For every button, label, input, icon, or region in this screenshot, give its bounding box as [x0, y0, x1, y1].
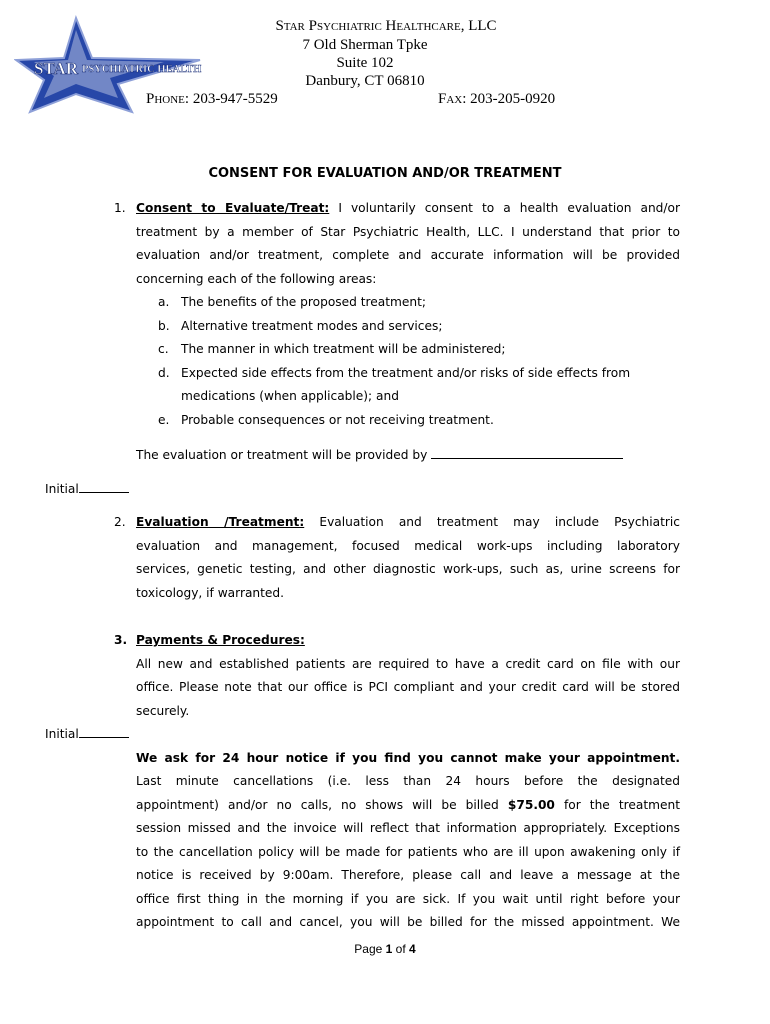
section-3-line-6: session missed and the invoice will reflect that information appropriately. Exceptions — [136, 821, 680, 835]
section-2-line-1 — [136, 511, 680, 535]
section-1-text-1: I voluntarily consent to a health evaluation and/or — [338, 201, 680, 215]
fax-line — [438, 91, 555, 108]
list-item-d-continued: medications (when applicable); and — [181, 389, 399, 403]
section-3-line-9: office first thing in the morning if you are sick. If you wait until right before your — [136, 892, 680, 906]
page-footer — [0, 942, 770, 956]
section-1-line-2: treatment by a member of Star Psychiatric Health, LLC. I understand that prior to — [136, 225, 680, 239]
fax-label: Fax: — [438, 91, 467, 107]
initial-1 — [45, 478, 129, 502]
initial-field-2[interactable] — [79, 723, 129, 738]
list-item-c-letter: c. — [158, 342, 169, 356]
section-3-line-8: notice is received by 9:00am. Therefore, please call and leave a message at the — [136, 868, 680, 882]
section-3-text-5a: appointment) and/or no calls, no shows will be billed — [136, 798, 499, 812]
fax-number: 203-205-0920 — [470, 91, 556, 107]
initial-label: Initial — [45, 482, 79, 496]
document-title: CONSENT FOR EVALUATION AND/OR TREATMENT — [208, 166, 562, 181]
list-item-a-letter: a. — [158, 295, 170, 309]
provided-by-line — [136, 444, 623, 468]
section-2-number: 2. — [114, 515, 126, 529]
provided-by-label: The evaluation or treatment will be provided by — [136, 448, 428, 462]
section-3-heading: Payments & Procedures: — [136, 633, 305, 647]
section-3-line-3: securely. — [136, 704, 190, 718]
list-item-d-letter: d. — [158, 366, 170, 380]
section-1-heading: Consent to Evaluate/Treat: — [136, 201, 330, 215]
of-word: of — [395, 942, 406, 956]
section-3-line-10: appointment to call and cancel, you will be billed for the missed appointment. We — [136, 915, 680, 929]
section-1-line-3: evaluation and/or treatment, complete and accurate information will be provided — [136, 248, 680, 262]
section-3-line-7: to the cancellation policy will be made for patients who are ill upon awakening only if — [136, 845, 680, 859]
initial-2 — [45, 723, 129, 747]
list-item-e: Probable consequences or not receiving treatment. — [181, 413, 494, 427]
list-item-d: Expected side effects from the treatment and/or risks of side effects from — [181, 366, 631, 380]
logo-health-text: PSYCHIATRIC HEALTH — [82, 64, 202, 75]
phone-label: Phone: — [146, 91, 190, 107]
section-2-line-4: toxicology, if warranted. — [136, 586, 285, 600]
section-3-line-4: Last minute cancellations (i.e. less than 24 hours before the designated — [136, 774, 680, 788]
section-2-heading: Evaluation /Treatment: — [136, 515, 305, 529]
phone-number: 203-947-5529 — [192, 91, 278, 107]
address-line-2: Suite 102 — [336, 55, 394, 71]
phone-line — [146, 91, 278, 108]
section-3-line-5 — [136, 794, 680, 818]
no-show-fee: $75.00 — [507, 798, 555, 812]
section-2-text-1: Evaluation and treatment may include Psychiatric — [319, 515, 680, 529]
provided-by-field[interactable] — [431, 444, 623, 459]
city-line: Danbury, CT 06810 — [305, 73, 425, 89]
section-1-line-4: concerning each of the following areas: — [136, 272, 377, 286]
section-1-number: 1. — [114, 201, 126, 215]
section-1-line-1 — [136, 197, 680, 221]
logo-star-text: STAR — [34, 59, 79, 78]
initial-field-1[interactable] — [79, 478, 129, 493]
list-item-c: The manner in which treatment will be administered; — [181, 342, 506, 356]
section-3-text-5b: for the treatment — [563, 798, 681, 812]
list-item-b: Alternative treatment modes and services; — [181, 319, 443, 333]
cancellation-notice: We ask for 24 hour notice if you find you cannot make your appointment. — [136, 751, 680, 765]
section-2-line-3: services, genetic testing, and other diagnostic work-ups, such as, urine screens for — [136, 562, 680, 576]
list-item-b-letter: b. — [158, 319, 170, 333]
address-line-1: 7 Old Sherman Tpke — [302, 37, 428, 53]
page-number: 1 — [385, 942, 393, 956]
company-name: Star Psychiatric Healthcare, LLC — [275, 18, 497, 34]
list-item-e-letter: e. — [158, 413, 170, 427]
list-item-a: The benefits of the proposed treatment; — [181, 295, 427, 309]
section-2-line-2: evaluation and management, focused medical work-ups including laboratory — [136, 539, 680, 553]
section-3-number: 3. — [114, 633, 128, 647]
section-3-line-2: office. Please note that our office is PCI compliant and your credit card will be stored — [136, 680, 680, 694]
section-3-line-1: All new and established patients are required to have a credit card on file with our — [136, 657, 680, 671]
initial-label: Initial — [45, 727, 79, 741]
page-total: 4 — [409, 942, 416, 956]
page-word: Page — [354, 942, 383, 956]
